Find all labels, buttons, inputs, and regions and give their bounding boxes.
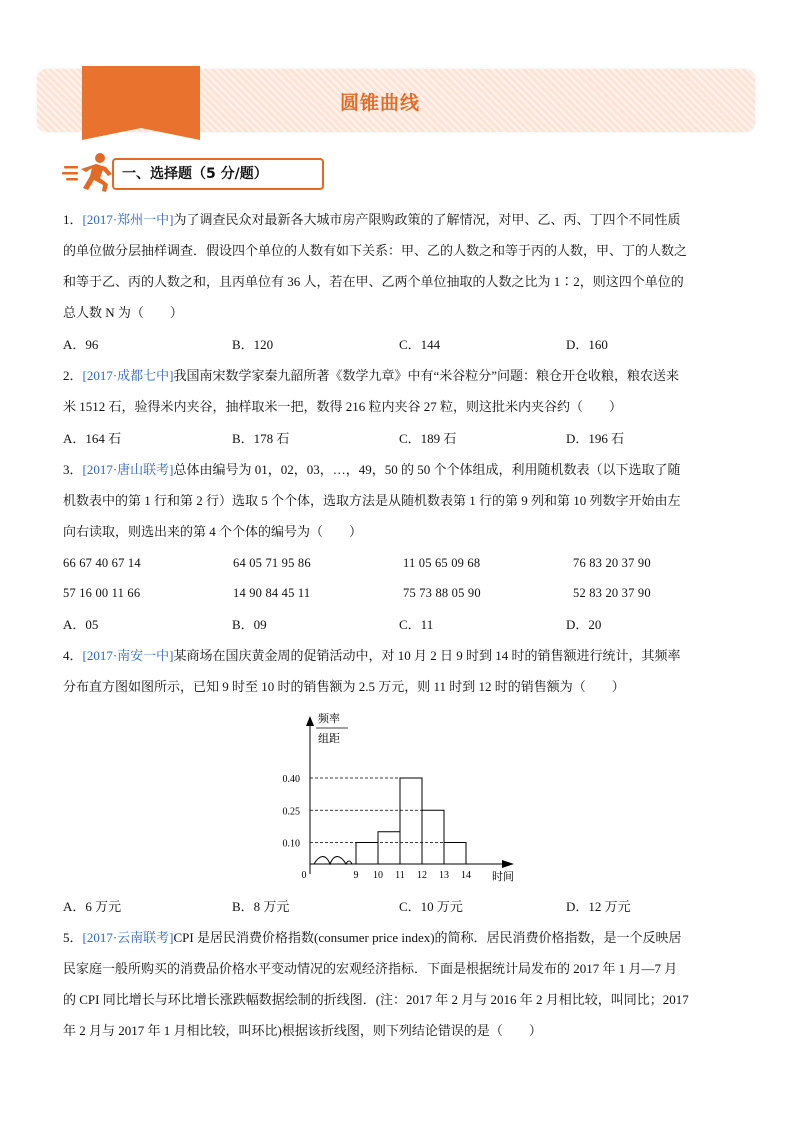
- histogram-bar: [356, 843, 378, 865]
- x-tick-label: 10: [373, 870, 383, 881]
- x-tick-label: 12: [417, 870, 427, 881]
- x-axis-arrow: [502, 860, 514, 868]
- q4-option-b[interactable]: B．8 万元: [232, 899, 290, 914]
- q3-line-1: [63, 462, 681, 478]
- header-ribbon: [82, 66, 200, 128]
- y-tick-label: 0.10: [282, 838, 300, 850]
- runner-icon: [62, 152, 118, 194]
- q4-option-a[interactable]: A．6 万元: [63, 899, 122, 914]
- y-label-top: 频率: [318, 712, 340, 725]
- x-tick-label: 13: [439, 870, 449, 881]
- histogram-bar: [444, 843, 466, 865]
- q1-option-a[interactable]: A．96: [63, 337, 99, 352]
- ribbon-label: 疯狂专练 11: [15, 16, 103, 34]
- q4-number: 4．: [63, 648, 83, 663]
- q5-text-1: CPI 是居民消费价格指数(consumer price index)的简称．居民消费价格指数，是一个反映居: [173, 930, 682, 945]
- q2-option-a[interactable]: A．164 石: [63, 431, 122, 446]
- q2-option-d[interactable]: D．196 石: [566, 431, 625, 446]
- random-table-cell: 66 67 40 67 14: [63, 556, 141, 570]
- q2-option-b[interactable]: B．178 石: [232, 431, 290, 446]
- random-table-cell: 76 83 20 37 90: [573, 556, 651, 570]
- q3-source: [2017·唐山联考]: [82, 462, 174, 477]
- section-title: 一、选择题（5 分/题）: [122, 166, 268, 182]
- q1-line-1: [63, 212, 681, 228]
- axis-break-icon: [314, 857, 352, 865]
- histogram-bar: [400, 778, 422, 864]
- q5-number: 5．: [63, 930, 83, 945]
- q5-text-4: 年 2 月与 2017 年 1 月相比较，叫环比)根据该折线图，则下列结论错误的是（ ）: [63, 1023, 542, 1038]
- q3-number: 3．: [63, 462, 83, 477]
- q2-option-c[interactable]: C．189 石: [399, 431, 457, 446]
- q1-text-3: 和等于乙、丙的人数之和，且丙单位有 36 人，若在甲、乙两个单位抽取的人数之比为 1∶2，则这四个单位的: [63, 274, 684, 289]
- y-tick-label: 0.40: [282, 774, 300, 785]
- q4-text-1: 某商场在国庆黄金周的促销活动中，对 10 月 2 日 9 时到 14 时的销售额进行统计，其频率: [173, 648, 681, 663]
- page-title: 圆锥曲线: [340, 92, 421, 114]
- q3-option-d[interactable]: D．20: [566, 617, 602, 632]
- y-tick-label: 0.25: [282, 806, 300, 818]
- histogram-bar: [422, 810, 444, 864]
- q1-text-4: 总人数 N 为（ ）: [63, 305, 183, 320]
- q4-option-c[interactable]: C．10 万元: [399, 899, 463, 914]
- q5-text-2: 民家庭一般所购买的消费品价格水平变动情况的宏观经济指标．下面是根据统计局发布的 2017 年 1 月—7 月: [63, 961, 678, 976]
- q2-text-2: 米 1512 石，验得米内夹谷，抽样取米一把，数得 216 粒内夹谷 27 粒，则这批米内夹谷约（ ）: [63, 399, 623, 414]
- q4-option-d[interactable]: D．12 万元: [566, 899, 631, 914]
- y-label-bottom: 组距: [318, 732, 340, 745]
- random-table-cell: 52 83 20 37 90: [573, 586, 651, 600]
- q1-option-b[interactable]: B．120: [232, 337, 274, 352]
- q1-source: [2017·郑州一中]: [82, 212, 174, 227]
- q2-number: 2．: [63, 368, 83, 383]
- q1-number: 1．: [63, 212, 83, 227]
- random-table-cell: 75 73 88 05 90: [403, 586, 481, 600]
- random-table-cell: 14 90 84 45 11: [233, 586, 311, 600]
- q3-text-3: 向右读取，则选出来的第 4 个个体的编号为（ ）: [63, 524, 363, 539]
- q4-line-1: [63, 648, 681, 664]
- origin-label: 0: [301, 870, 307, 881]
- q3-option-c[interactable]: C．11: [399, 617, 434, 632]
- q3-option-b[interactable]: B．09: [232, 617, 267, 632]
- q2-source: [2017·成都七中]: [82, 368, 174, 383]
- x-tick-label: 9: [353, 870, 359, 881]
- q5-line-1: [63, 930, 682, 946]
- q1-text-2: 的单位做分层抽样调查．假设四个单位的人数有如下关系：甲、乙的人数之和等于丙的人数，甲、丁的人数之: [63, 243, 688, 258]
- q1-option-d[interactable]: D．160: [566, 337, 608, 352]
- q1-text-1: 为了调查民众对最新各大城市房产限购政策的了解情况，对甲、乙、丙、丁四个不同性质: [173, 212, 681, 227]
- frequency-histogram: [270, 708, 530, 888]
- random-table-cell: 57 16 00 11 66: [63, 586, 141, 600]
- histogram-bar: [378, 832, 400, 864]
- q1-option-c[interactable]: C．144: [399, 337, 441, 352]
- q4-source: [2017·南安一中]: [82, 648, 174, 663]
- random-table-cell: 11 05 65 09 68: [403, 556, 481, 570]
- q3-option-a[interactable]: A．05: [63, 617, 99, 632]
- q2-text-1: 我国南宋数学家秦九韶所著《数学九章》中有“米谷粒分”问题：粮仓开仓收粮，粮农送来: [173, 368, 680, 383]
- q3-text-1: 总体由编号为 01，02，03，…，49，50 的 50 个个体组成，利用随机数表（以下选取了随: [173, 462, 681, 477]
- q5-source: [2017·云南联考]: [82, 930, 174, 945]
- x-tick-label: 14: [461, 870, 471, 881]
- q5-text-3: 的 CPI 同比增长与环比增长涨跌幅数据绘制的折线图．(注：2017 年 2 月与 2016 年 2 月相比较，叫同比；2017: [63, 992, 689, 1007]
- q2-line-1: [63, 368, 679, 384]
- x-label: 时间: [492, 870, 514, 883]
- x-tick-label: 11: [395, 870, 405, 881]
- q4-text-2: 分布直方图如图所示，已知 9 时至 10 时的销售额为 2.5 万元，则 11 时到 12 时的销售额为（ ）: [63, 679, 625, 694]
- random-table-cell: 64 05 71 95 86: [233, 556, 311, 570]
- y-axis-arrow: [306, 716, 314, 726]
- q3-text-2: 机数表中的第 1 行和第 2 行）选取 5 个个体，选取方法是从随机数表第 1 行的第 9 列和第 10 列数字开始由左: [63, 493, 681, 508]
